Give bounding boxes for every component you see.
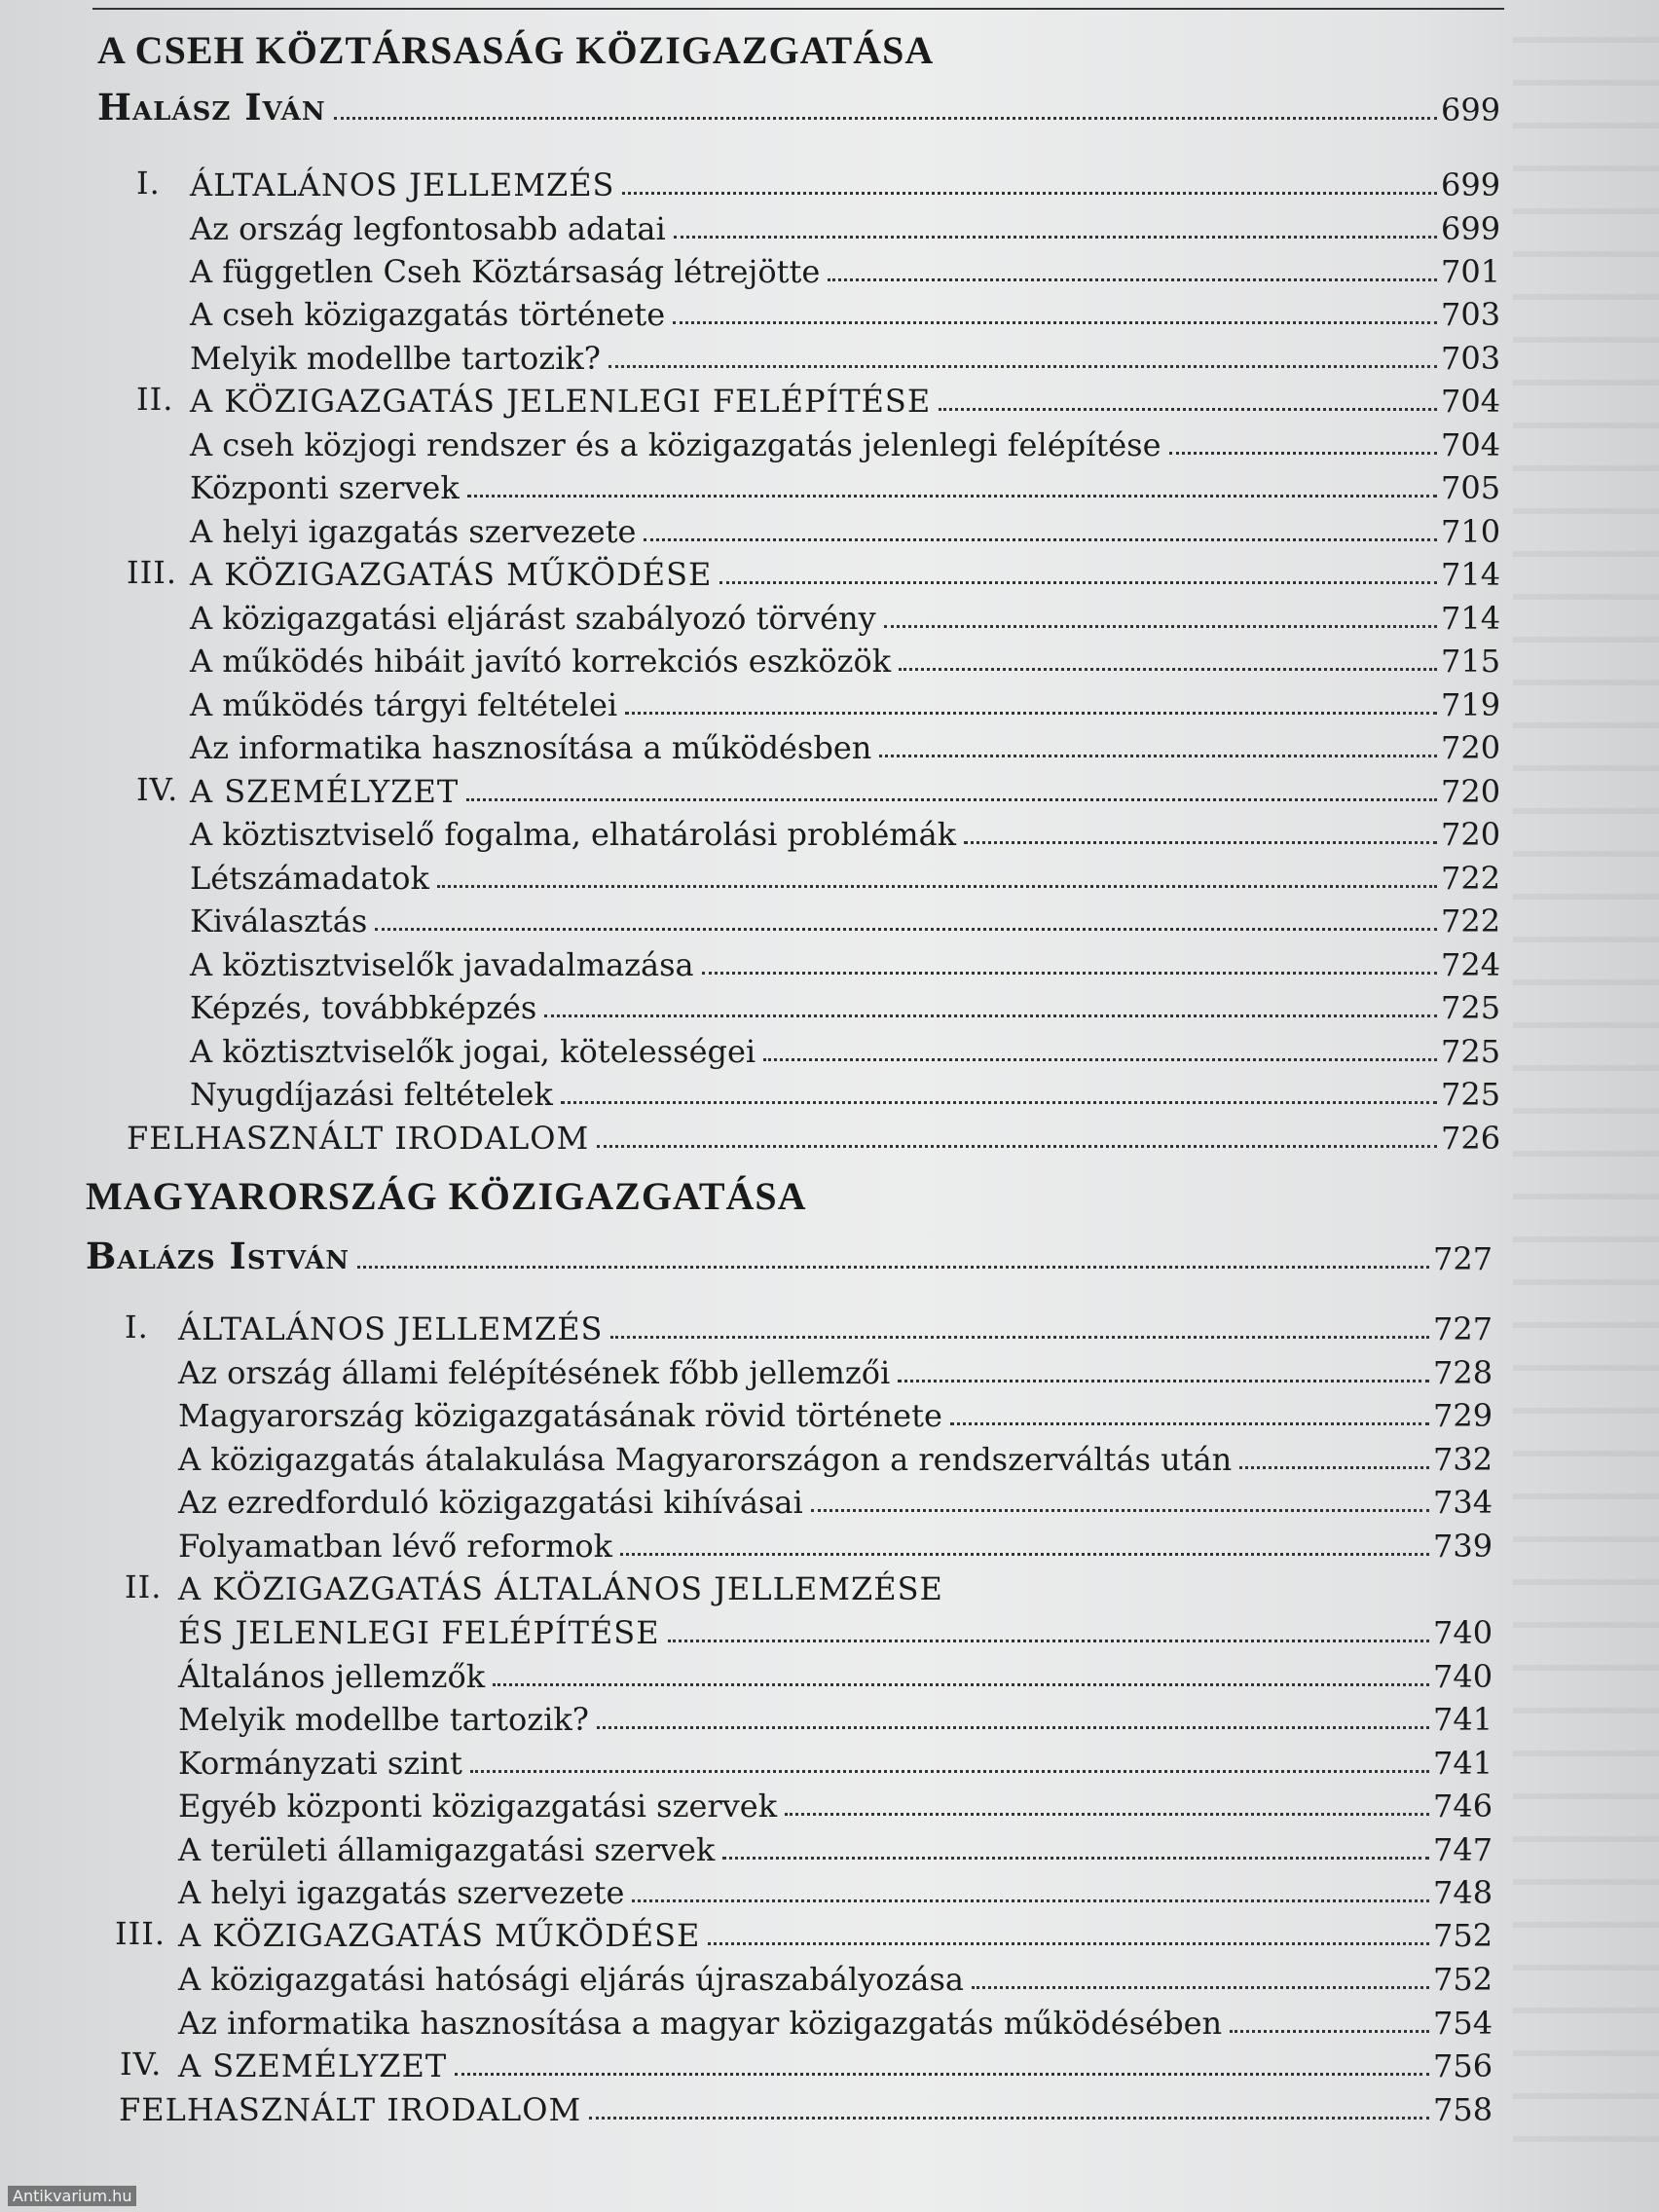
entry-title: Létszámadatok xyxy=(190,860,429,897)
chapter-number: II. xyxy=(125,1568,163,1605)
watermark-label: Antikvarium.hu xyxy=(8,2186,136,2206)
entry-title: A cseh közigazgatás története xyxy=(190,296,666,333)
toc-entry[interactable] xyxy=(178,1825,1492,1868)
page-number: 734 xyxy=(1433,1484,1493,1521)
chapter-number: III. xyxy=(127,554,178,591)
page-number: 758 xyxy=(1433,2091,1493,2128)
dotted-leader xyxy=(899,668,1437,671)
dotted-leader xyxy=(964,841,1437,844)
page-number: 746 xyxy=(1433,1788,1493,1825)
entry-title: Melyik modellbe tartozik? xyxy=(178,1701,589,1738)
entry-title: A köztisztviselő fogalma, elhatárolási problémák xyxy=(190,816,957,853)
entry-title: Kiválasztás xyxy=(190,903,368,940)
page-number: 741 xyxy=(1433,1701,1493,1738)
entry-title: ÁLTALÁNOS JELLEMZÉS xyxy=(190,166,615,203)
page-number: 752 xyxy=(1433,1917,1493,1954)
page-number: 720 xyxy=(1441,773,1501,810)
page-number: 710 xyxy=(1441,513,1501,550)
entry-title: A területi államigazgatási szervek xyxy=(178,1831,716,1868)
page-number: 699 xyxy=(1441,210,1501,247)
entry-title: Magyarország közigazgatásának rövid története xyxy=(178,1397,942,1434)
page-number: 739 xyxy=(1433,1528,1493,1565)
dotted-leader xyxy=(597,1145,1437,1148)
toc-entry[interactable] xyxy=(178,1999,1492,2042)
chapter-entry[interactable] xyxy=(190,767,1499,810)
dotted-leader xyxy=(544,1014,1437,1017)
toc-entry[interactable] xyxy=(178,1435,1492,1478)
toc-entry[interactable] xyxy=(190,247,1499,290)
page-number: 715 xyxy=(1441,643,1501,680)
dotted-leader xyxy=(879,755,1437,757)
page-number: 740 xyxy=(1433,1614,1493,1651)
dotted-leader xyxy=(898,1380,1429,1382)
toc-entry[interactable] xyxy=(178,1348,1492,1391)
entry-title: A cseh közjogi rendszer és a közigazgatás jelenlegi felépítése xyxy=(190,426,1161,463)
chapter-entry[interactable] xyxy=(178,2042,1492,2084)
page-number: 701 xyxy=(1441,253,1501,290)
entry-title: Képzés, továbbképzés xyxy=(190,989,537,1026)
toc-entry[interactable] xyxy=(178,1955,1492,1998)
page-number: 724 xyxy=(1441,946,1501,983)
entry-title: ÉS JELENLEGI FELÉPÍTÉSE xyxy=(178,1614,660,1651)
entry-title: A köztisztviselők jogai, kötelességei xyxy=(190,1033,756,1070)
dotted-leader xyxy=(357,1266,1429,1269)
page-number: 726 xyxy=(1441,1120,1501,1157)
dotted-leader xyxy=(1239,1466,1429,1469)
dotted-leader xyxy=(608,365,1437,368)
author-name: Balázs István xyxy=(86,1235,350,1277)
chapter-entry[interactable] xyxy=(190,377,1499,420)
entry-title: A KÖZIGAZGATÁS MŰKÖDÉSE xyxy=(178,1917,701,1954)
dotted-leader xyxy=(828,278,1437,281)
dotted-leader xyxy=(763,1058,1437,1061)
page-number: 727 xyxy=(1433,1240,1493,1277)
page-number: 732 xyxy=(1433,1441,1493,1478)
toc-entry[interactable] xyxy=(178,1478,1492,1521)
toc-entry[interactable] xyxy=(178,1782,1492,1825)
page-number: 704 xyxy=(1441,426,1501,463)
entry-title: Az ország állami felépítésének főbb jellemzői xyxy=(178,1354,891,1391)
toc-entry[interactable] xyxy=(190,421,1499,463)
dotted-leader xyxy=(625,712,1437,715)
entry-title: A KÖZIGAZGATÁS JELENLEGI FELÉPÍTÉSE xyxy=(190,383,932,420)
page-number: 699 xyxy=(1441,166,1501,203)
page-number: 741 xyxy=(1433,1745,1493,1782)
chapter-entry[interactable] xyxy=(178,1565,1492,1607)
chapter-entry[interactable] xyxy=(190,550,1499,593)
toc-entry[interactable] xyxy=(178,1522,1492,1565)
chapter-number: III. xyxy=(115,1915,166,1952)
page-number: 703 xyxy=(1441,340,1501,377)
chapter-number: IV. xyxy=(136,771,179,808)
toc-entry[interactable] xyxy=(190,897,1499,940)
chapter-number: II. xyxy=(136,381,174,418)
entry-title: A működés hibáit javító korrekciós eszközök xyxy=(190,643,892,680)
entry-title: A közigazgatási hatósági eljárás újraszabályozása xyxy=(178,1961,964,1998)
dotted-leader xyxy=(644,538,1437,541)
page-number: 727 xyxy=(1433,1310,1493,1347)
dotted-leader xyxy=(668,1640,1429,1642)
dotted-leader xyxy=(1230,2030,1429,2033)
dotted-leader xyxy=(493,1683,1429,1686)
dotted-leader xyxy=(1169,452,1437,455)
toc-entry[interactable] xyxy=(190,290,1499,333)
entry-title: A közigazgatási eljárást szabályozó törvény xyxy=(190,600,876,637)
dotted-leader xyxy=(597,1726,1429,1729)
toc-entry[interactable] xyxy=(190,204,1499,247)
dotted-leader xyxy=(589,2117,1429,2120)
dotted-leader xyxy=(884,625,1437,628)
dotted-leader xyxy=(950,1422,1429,1425)
page-number: 752 xyxy=(1433,1961,1493,1998)
dotted-leader xyxy=(632,1899,1429,1902)
entry-title: A SZEMÉLYZET xyxy=(178,2047,448,2084)
entry-title: Kormányzati szint xyxy=(178,1745,462,1782)
dotted-leader xyxy=(811,1509,1429,1512)
dotted-leader xyxy=(620,1553,1429,1556)
page-number: 720 xyxy=(1441,729,1501,766)
chapter-entry[interactable] xyxy=(190,161,1499,203)
dotted-leader xyxy=(466,798,1437,801)
top-rule xyxy=(92,8,1504,10)
entry-title: A működés tárgyi feltételei xyxy=(190,686,618,723)
entry-title: A SZEMÉLYZET xyxy=(190,773,460,810)
entry-title: ÁLTALÁNOS JELLEMZÉS xyxy=(178,1310,604,1347)
entry-title: Egyéb központi közigazgatási szervek xyxy=(178,1788,778,1825)
chapter-entry[interactable] xyxy=(178,1305,1492,1347)
page-number: 725 xyxy=(1441,1033,1501,1070)
entry-title: Központi szervek xyxy=(190,469,460,506)
dotted-leader xyxy=(610,1336,1429,1339)
dotted-leader xyxy=(470,1770,1429,1773)
toc-entry[interactable] xyxy=(178,1391,1492,1434)
entry-title: Az informatika hasznosítása a működésben xyxy=(190,729,872,766)
toc-entry[interactable] xyxy=(178,1652,1492,1695)
page-number: 722 xyxy=(1441,860,1501,897)
author-name: Halász Iván xyxy=(97,86,326,129)
entry-title: Az ország legfontosabb adatai xyxy=(190,210,666,247)
dotted-leader xyxy=(375,928,1437,931)
page-number: 714 xyxy=(1441,600,1501,637)
toc-entry[interactable] xyxy=(178,1695,1492,1738)
dotted-leader xyxy=(561,1101,1437,1104)
page-number: 704 xyxy=(1441,383,1501,420)
page-number: 720 xyxy=(1441,816,1501,853)
page-number: 748 xyxy=(1433,1874,1493,1911)
toc-entry[interactable] xyxy=(190,334,1499,377)
toc-entry[interactable] xyxy=(190,594,1499,637)
dotted-leader xyxy=(673,321,1437,324)
entry-title: A KÖZIGAZGATÁS MŰKÖDÉSE xyxy=(190,556,713,593)
page-number: 722 xyxy=(1441,903,1501,940)
page-number: 729 xyxy=(1433,1397,1493,1434)
toc-entry[interactable] xyxy=(190,940,1499,983)
chapter-number: I. xyxy=(136,165,161,202)
dotted-leader xyxy=(437,885,1437,888)
toc-entry[interactable] xyxy=(178,1739,1492,1782)
entry-title: A KÖZIGAZGATÁS ÁLTALÁNOS JELLEMZÉSE xyxy=(178,1570,943,1607)
dotted-leader xyxy=(719,581,1437,584)
dotted-leader xyxy=(622,192,1437,195)
entry-title: A helyi igazgatás szervezete xyxy=(190,513,637,550)
page-number: 747 xyxy=(1433,1831,1493,1868)
toc-entry[interactable] xyxy=(190,854,1499,897)
page-number: 756 xyxy=(1433,2047,1493,2084)
dotted-leader xyxy=(467,495,1437,498)
dotted-leader xyxy=(939,408,1437,411)
toc-entry[interactable] xyxy=(190,463,1499,506)
chapter-entry[interactable] xyxy=(178,1911,1492,1954)
page-number: 714 xyxy=(1441,556,1501,593)
bleed-through-shadow xyxy=(1513,0,1659,2142)
entry-title: Az informatika hasznosítása a magyar közigazgatás működésében xyxy=(178,2005,1223,2042)
toc-entry[interactable] xyxy=(190,1070,1499,1113)
page-number: 705 xyxy=(1441,469,1501,506)
page-number: 725 xyxy=(1441,989,1501,1026)
toc-entry[interactable] xyxy=(178,1868,1492,1911)
author-row[interactable] xyxy=(97,86,1499,129)
entry-title: Melyik modellbe tartozik? xyxy=(190,340,601,377)
entry-title: Nyugdíjazási feltételek xyxy=(190,1076,553,1113)
chapter-number: I. xyxy=(125,1309,149,1346)
author-row[interactable] xyxy=(86,1235,1492,1277)
page-number: 699 xyxy=(1441,92,1501,129)
page-number: 703 xyxy=(1441,296,1501,333)
toc-entry[interactable] xyxy=(190,681,1499,723)
chapter-entry[interactable] xyxy=(119,2085,1492,2128)
page-number: 719 xyxy=(1441,686,1501,723)
entry-title: Általános jellemzők xyxy=(178,1658,486,1695)
toc-entry[interactable] xyxy=(190,507,1499,550)
entry-title: A köztisztviselők javadalmazása xyxy=(190,946,694,983)
toc-entry[interactable] xyxy=(178,1608,1492,1651)
entry-title: Az ezredforduló közigazgatási kihívásai xyxy=(178,1484,803,1521)
section-title: MAGYARORSZÁG KÖZIGAZGATÁSA xyxy=(86,1174,807,1218)
dotted-leader xyxy=(674,236,1437,239)
entry-title: FELHASZNÁLT IRODALOM xyxy=(119,2091,582,2128)
dotted-leader xyxy=(708,1942,1429,1945)
entry-title: Folyamatban lévő reformok xyxy=(178,1528,613,1565)
chapter-entry[interactable] xyxy=(127,1114,1499,1157)
dotted-leader xyxy=(785,1813,1429,1816)
toc-entry[interactable] xyxy=(190,723,1499,766)
page-number: 754 xyxy=(1433,2005,1493,2042)
page-number: 725 xyxy=(1441,1076,1501,1113)
toc-entry[interactable] xyxy=(190,810,1499,853)
page-number: 728 xyxy=(1433,1354,1493,1391)
dotted-leader xyxy=(334,117,1437,120)
dotted-leader xyxy=(455,2073,1429,2076)
page-number: 740 xyxy=(1433,1658,1493,1695)
entry-title: FELHASZNÁLT IRODALOM xyxy=(127,1120,590,1157)
entry-title: A közigazgatás átalakulása Magyarországon a rendszerváltás után xyxy=(178,1441,1233,1478)
entry-title: A helyi igazgatás szervezete xyxy=(178,1874,625,1911)
entry-title: A független Cseh Köztársaság létrejötte xyxy=(190,253,821,290)
chapter-number: IV. xyxy=(120,2046,163,2083)
section-title: A CSEH KÖZTÁRSASÁG KÖZIGAZGATÁSA xyxy=(97,28,935,72)
toc-entry[interactable] xyxy=(190,1027,1499,1070)
dotted-leader xyxy=(722,1857,1429,1860)
dotted-leader xyxy=(972,1986,1429,1989)
dotted-leader xyxy=(702,972,1437,975)
toc-entry[interactable] xyxy=(190,637,1499,680)
toc-entry[interactable] xyxy=(190,983,1499,1026)
